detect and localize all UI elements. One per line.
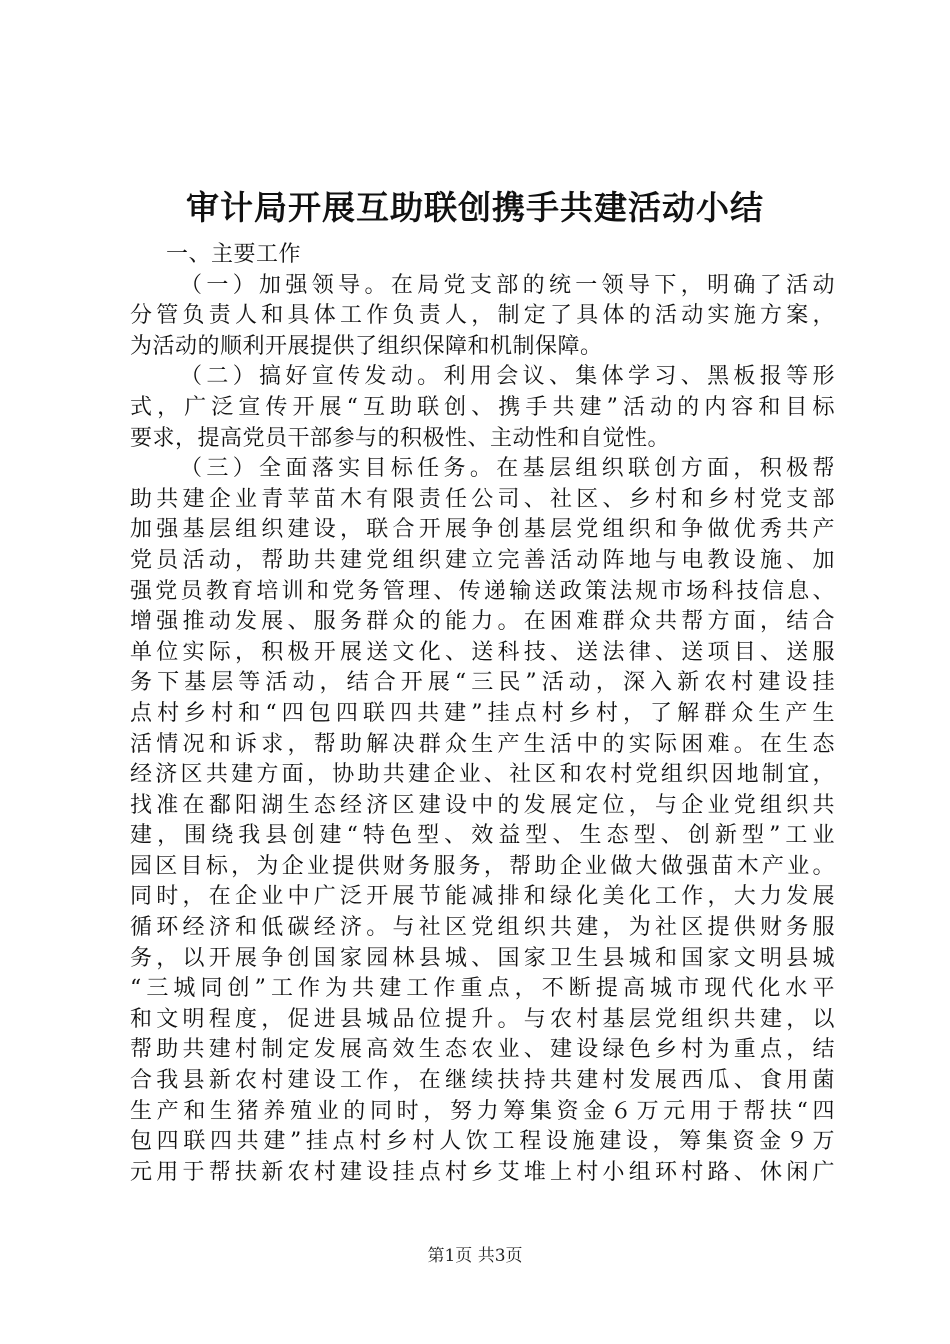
paragraph-line: 助共建企业青苹苗木有限责任公司、社区、乡村和乡村党支部 <box>130 486 835 512</box>
paragraph-line: 要求，提高党员干部参与的积极性、主动性和自觉性。 <box>130 425 671 451</box>
document-title: 审计局开展互助联创携手共建活动小结 <box>186 188 764 227</box>
paragraph-line: 增强推动发展、服务群众的能力。在困难群众共帮方面，结合 <box>130 609 835 635</box>
paragraph-line: 强党员教育培训和党务管理、传递输送政策法规市场科技信息、 <box>130 578 835 604</box>
paragraph-line: 生产和生猪养殖业的同时，努力筹集资金６万元用于帮扶“四 <box>130 1098 835 1124</box>
paragraph-line: 包四联四共建”挂点村乡村人饮工程设施建设，筹集资金９万 <box>130 1129 835 1155</box>
paragraph-line: 务，以开展争创国家园林县城、国家卫生县城和国家文明县城 <box>130 945 835 971</box>
paragraph-line: （二）搞好宣传发动。利用会议、集体学习、黑板报等形 <box>180 364 835 390</box>
section-heading: 一、主要工作 <box>166 242 302 267</box>
paragraph-line: 元用于帮扶新农村建设挂点村乡艾堆上村小组环村路、休闲广 <box>130 1159 835 1185</box>
page-footer: 第1页 共3页 <box>427 1246 523 1266</box>
paragraph-line: 式，广泛宣传开展“互助联创、携手共建”活动的内容和目标 <box>130 394 835 420</box>
paragraph-line: 经济区共建方面，协助共建企业、社区和农村党组织因地制宜， <box>130 762 835 788</box>
document-body <box>130 240 835 1188</box>
paragraph-line: 建，围绕我县创建“特色型、效益型、生态型、创新型”工业 <box>130 823 835 849</box>
paragraph-line: 点村乡村和“四包四联四共建”挂点村乡村，了解群众生产生 <box>130 700 835 726</box>
paragraph-line: 加强基层组织建设，联合开展争创基层党组织和争做优秀共产 <box>130 517 835 543</box>
paragraph-line: 党员活动，帮助共建党组织建立完善活动阵地与电教设施、加 <box>130 547 835 573</box>
paragraph-line: 务下基层等活动，结合开展“三民”活动，深入新农村建设挂 <box>130 670 835 696</box>
paragraph-line: 活情况和诉求，帮助解决群众生产生活中的实际困难。在生态 <box>130 731 835 757</box>
paragraph-line: （一）加强领导。在局党支部的统一领导下，明确了活动 <box>180 272 835 298</box>
paragraph-line: 和文明程度，促进县城品位提升。与农村基层党组织共建，以 <box>130 1006 835 1032</box>
paragraph-line: 找准在鄱阳湖生态经济区建设中的发展定位，与企业党组织共 <box>130 792 835 818</box>
paragraph-line: 循环经济和低碳经济。与社区党组织共建，为社区提供财务服 <box>130 915 835 941</box>
paragraph-line: 分管负责人和具体工作负责人，制定了具体的活动实施方案， <box>130 303 835 329</box>
paragraph-line: 同时，在企业中广泛开展节能减排和绿化美化工作，大力发展 <box>130 884 835 910</box>
paragraph-line: （三）全面落实目标任务。在基层组织联创方面，积极帮 <box>180 456 835 482</box>
paragraph-line: 合我县新农村建设工作，在继续扶持共建村发展西瓜、食用菌 <box>130 1068 835 1094</box>
paragraph-line: 为活动的顺利开展提供了组织保障和机制保障。 <box>130 333 603 359</box>
paragraph-line: 帮助共建村制定发展高效生态农业、建设绿色乡村为重点，结 <box>130 1037 835 1063</box>
paragraph-line: 园区目标，为企业提供财务服务，帮助企业做大做强苗木产业。 <box>130 853 835 879</box>
paragraph-line: “三城同创”工作为共建工作重点，不断提高城市现代化水平 <box>130 976 835 1002</box>
paragraph-line: 单位实际，积极开展送文化、送科技、送法律、送项目、送服 <box>130 639 835 665</box>
